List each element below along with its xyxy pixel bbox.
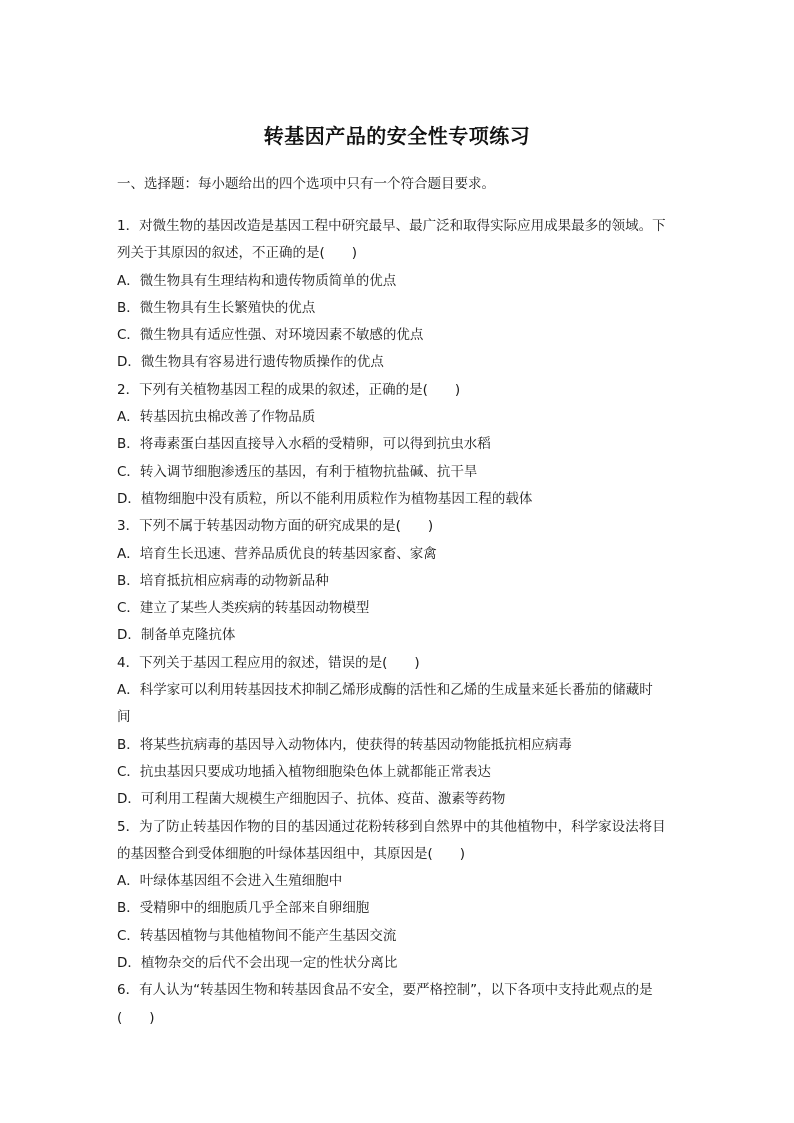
answer-option (117, 923, 679, 950)
question-stem-line: 4．下列关于基因工程应用的叙述，错误的是( ) (117, 654, 420, 671)
answer-option (117, 677, 679, 732)
section-heading: 一、选择题：每小题给出的四个选项中只有一个符合题目要求。 (117, 176, 495, 192)
answer-option-line: D．植物杂交的后代不会出现一定的性状分离比 (117, 955, 398, 972)
answer-option (117, 868, 679, 895)
answer-option (117, 349, 679, 376)
answer-option-line: C．抗虫基因只要成功地插入植物细胞染色体上就都能正常表达 (117, 763, 491, 780)
answer-option-line: A．培育生长迅速、营养品质优良的转基因家畜、家禽 (117, 545, 437, 562)
question-stem-line: 1．对微生物的基因改造是基因工程中研究最早、最广泛和取得实际应用成果最多的领域。下 (117, 218, 666, 234)
answer-option (117, 295, 679, 322)
answer-option-line: D．制备单克隆抗体 (117, 627, 236, 644)
answer-option (117, 404, 679, 431)
answer-option-line: C．转入调节细胞渗透压的基因，有利于植物抗盐碱、抗干旱 (117, 463, 478, 480)
answer-option (117, 268, 679, 295)
answer-option (117, 895, 679, 922)
answer-option (117, 786, 679, 813)
question-2 (117, 377, 679, 513)
question-6 (117, 977, 679, 1032)
question-1 (117, 213, 679, 377)
question-stem-line: 列关于其原因的叙述，不正确的是( ) (117, 245, 358, 262)
answer-option (117, 759, 679, 786)
question-stem-line: 3．下列不属于转基因动物方面的研究成果的是( ) (117, 518, 434, 535)
answer-option-line: C．转基因植物与其他植物间不能产生基因交流 (117, 927, 397, 944)
answer-option-line: A．微生物具有生理结构和遗传物质简单的优点 (117, 272, 397, 289)
answer-option (117, 950, 679, 977)
answer-option-line: A．科学家可以利用转基因技术抑制乙烯形成酶的活性和乙烯的生成量来延长番茄的储藏时 (117, 682, 653, 699)
answer-option-line: D．植物细胞中没有质粒，所以不能利用质粒作为植物基因工程的载体 (117, 490, 533, 507)
answer-option-line: 间 (117, 709, 131, 726)
answer-option (117, 732, 679, 759)
answer-option-line: B．将毒素蛋白基因直接导入水稻的受精卵，可以得到抗虫水稻 (117, 436, 491, 453)
answer-option (117, 459, 679, 486)
question-stem-line: 的基因整合到受体细胞的叶绿体基因组中，其原因是( ) (117, 845, 466, 862)
answer-option-line: C．建立了某些人类疾病的转基因动物模型 (117, 600, 370, 617)
answer-option (117, 622, 679, 649)
answer-option-line: C．微生物具有适应性强、对环境因素不敏感的优点 (117, 327, 424, 344)
answer-option-line: B．微生物具有生长繁殖快的优点 (117, 299, 316, 316)
question-3 (117, 513, 679, 649)
answer-option-line: A．转基因抗虫棉改善了作物品质 (117, 409, 316, 426)
question-stem-line: 6．有人认为“转基因生物和转基因食品不安全，要严格控制”，以下各项中支持此观点的是 (117, 982, 653, 999)
document-title: 转基因产品的安全性专项练习 (263, 124, 531, 148)
answer-option (117, 431, 679, 458)
answer-option (117, 486, 679, 513)
answer-option-line: B．培育抵抗相应病毒的动物新品种 (117, 572, 329, 589)
question-stem-line: ( ) (117, 1009, 155, 1026)
question-stem-line: 5．为了防止转基因作物的目的基因通过花粉转移到自然界中的其他植物中，科学家设法将目 (117, 818, 666, 835)
question-stem-line: 2．下列有关植物基因工程的成果的叙述，正确的是( ) (117, 381, 461, 398)
answer-option (117, 541, 679, 568)
answer-option (117, 595, 679, 622)
answer-option-line: B．受精卵中的细胞质几乎全部来自卵细胞 (117, 900, 370, 917)
question-list (117, 213, 679, 1032)
answer-option-line: A．叶绿体基因组不会进入生殖细胞中 (117, 873, 343, 890)
answer-option-line: D．微生物具有容易进行遗传物质操作的优点 (117, 354, 384, 371)
answer-option (117, 322, 679, 349)
question-4 (117, 650, 679, 814)
question-5 (117, 814, 679, 978)
answer-option-line: B．将某些抗病毒的基因导入动物体内，使获得的转基因动物能抵抗相应病毒 (117, 736, 572, 753)
answer-option (117, 568, 679, 595)
answer-option-line: D．可利用工程菌大规模生产细胞因子、抗体、疫苗、激素等药物 (117, 791, 506, 808)
